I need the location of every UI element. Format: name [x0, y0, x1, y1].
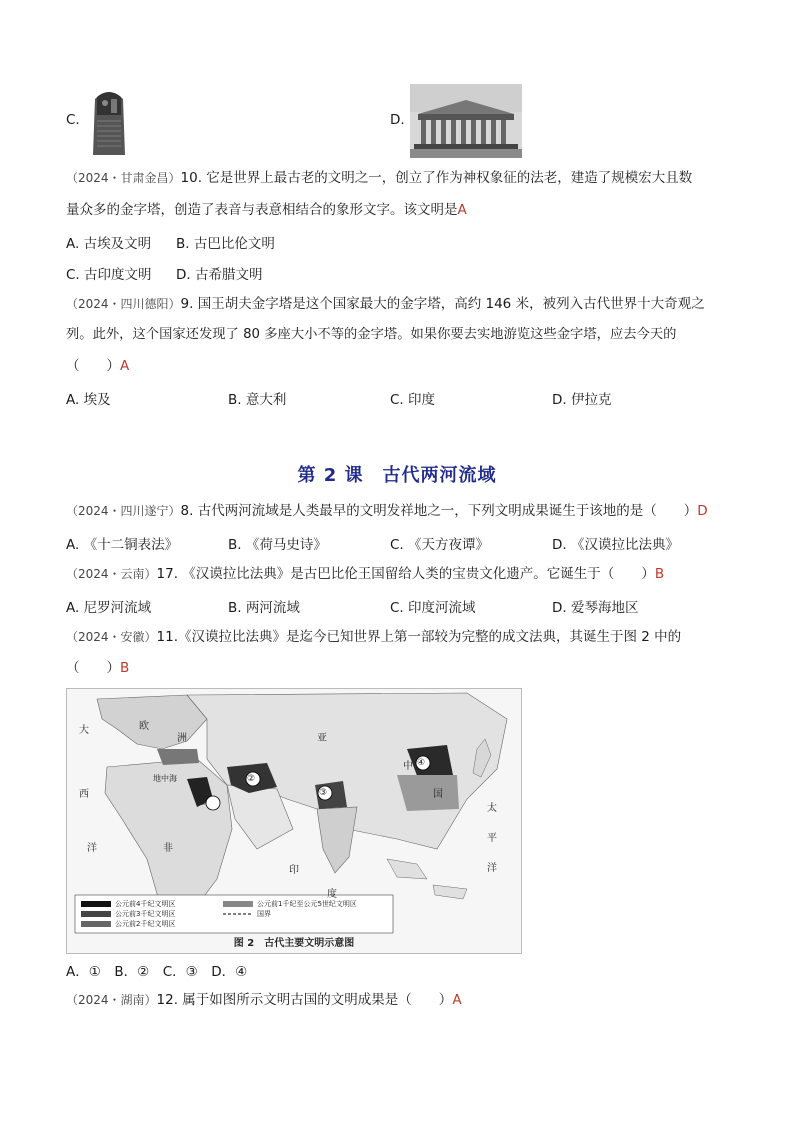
- map-label-tai: 太: [487, 803, 497, 814]
- q10-option-a: A. 古埃及文明: [66, 236, 152, 252]
- option-d-label: D.: [390, 112, 405, 128]
- map-label-du: 度: [327, 889, 337, 900]
- q9-answer: A: [120, 358, 130, 374]
- q9-option-a: A. 埃及: [66, 392, 111, 408]
- q9-option-d: D. 伊拉克: [552, 392, 612, 408]
- q8-option-c: C. 《天方夜谭》: [390, 537, 490, 553]
- map-label-zhou: 洲: [177, 733, 187, 744]
- q11-source: （2024・安徽）: [66, 630, 157, 644]
- map-label-ya: 亚: [317, 733, 327, 744]
- q12-text1: 12. 属于如图所示文明古国的文明成果是（ ）: [156, 992, 453, 1008]
- map-caption: 图 2 古代主要文明示意图: [233, 938, 355, 949]
- section-title: 第 2 课 古代两河流域: [297, 465, 497, 486]
- map-label-yin: 印: [289, 865, 299, 876]
- q9-text3: （ ）: [66, 358, 120, 374]
- stele-icon: [85, 85, 133, 157]
- q9-line1: [66, 294, 705, 314]
- q12-line1: [66, 990, 462, 1010]
- q9-option-c: C. 印度: [390, 392, 436, 408]
- q11-line2: [66, 658, 129, 678]
- parthenon-icon: [410, 84, 522, 158]
- q10-text1: 10. 它是世界上最古老的文明之一，创立了作为神权象征的法老，建造了规模宏大且数: [180, 170, 693, 186]
- marker-2: ②: [247, 774, 256, 784]
- q10-line2: [66, 200, 467, 220]
- legend-item-2: 公元前3千纪文明区: [115, 910, 176, 918]
- q17-option-a: A. 尼罗河流域: [66, 600, 152, 616]
- q11-line1: [66, 627, 681, 647]
- q8-line1: [66, 501, 708, 521]
- legend-item-3: 公元前2千纪文明区: [115, 920, 176, 928]
- q10-source: （2024・甘肃金昌）: [66, 171, 181, 185]
- q10-text2: 量众多的金字塔，创造了表音与表意相结合的象形文字。该文明是: [66, 202, 458, 218]
- q17-text1: 17. 《汉谟拉比法典》是古巴比伦王国留给人类的宝贵文化遗产。它诞生于（ ）: [156, 566, 655, 582]
- q10-option-d: D. 古希腊文明: [176, 267, 263, 283]
- legend-item-4: 公元前1千纪至公元5世纪文明区: [257, 900, 357, 908]
- q11-options: A．① B．② C．③ D．④: [66, 964, 248, 980]
- q17-source: （2024・云南）: [66, 567, 157, 581]
- map-label-yang: 洋: [87, 843, 97, 854]
- q8-option-a: A. 《十二铜表法》: [66, 537, 179, 553]
- q17-option-b: B. 两河流域: [228, 600, 300, 616]
- q12-source: （2024・湖南）: [66, 993, 157, 1007]
- map-label-xi: 西: [79, 789, 89, 800]
- q8-option-b: B. 《荷马史诗》: [228, 537, 327, 553]
- map-label-yang2: 洋: [487, 863, 497, 874]
- q9-text2: 列。此外，这个国家还发现了 80 多座大小不等的金字塔。如果你要去实地游览这些金字塔，应去今天的: [66, 327, 677, 342]
- legend-item-1: 公元前4千纪文明区: [115, 900, 176, 908]
- map-label-da: 大: [79, 725, 89, 736]
- q17-answer: B: [654, 566, 665, 582]
- q12-answer: A: [452, 992, 462, 1008]
- q10-option-b: B. 古巴比伦文明: [176, 236, 275, 252]
- q8-source: （2024・四川遂宁）: [66, 504, 181, 518]
- q10-option-c: C. 古印度文明: [66, 267, 152, 283]
- q17-line1: [66, 564, 664, 584]
- map-label-zhong: 中: [403, 761, 413, 772]
- q11-text2: （ ）: [66, 660, 120, 676]
- marker-3: ③: [319, 788, 328, 798]
- q10-line1: [66, 168, 692, 188]
- q8-answer: D: [697, 503, 708, 519]
- q9-line2: [66, 325, 676, 345]
- q8-option-d: D. 《汉谟拉比法典》: [552, 537, 679, 553]
- map-label-fei: 非: [163, 843, 173, 854]
- marker-1: ①: [199, 798, 208, 808]
- option-c-label: C.: [66, 112, 80, 128]
- map-label-ou: 欧: [139, 721, 149, 732]
- map-label-guo: 国: [433, 789, 443, 800]
- q10-answer: A: [457, 202, 467, 218]
- stele-image: [85, 85, 133, 157]
- ancient-civilizations-map: [66, 688, 522, 954]
- legend-item-5: 国界: [257, 910, 271, 918]
- q17-option-d: D. 爱琴海地区: [552, 600, 639, 616]
- map-label-mediterranean: 地中海: [153, 774, 177, 783]
- marker-4: ④: [417, 758, 426, 768]
- q17-option-c: C. 印度河流域: [390, 600, 476, 616]
- q9-text1: 9. 国王胡夫金字塔是这个国家最大的金字塔，高约 146 米，被列入古代世界十大奇观之: [180, 296, 705, 312]
- q8-text1: 8. 古代两河流域是人类最早的文明发祥地之一，下列文明成果诞生于该地的是（ ）: [180, 503, 698, 519]
- q11-answer: B: [120, 660, 130, 676]
- q11-text1: 11.《汉谟拉比法典》是迄今已知世界上第一部较为完整的成文法典，其诞生于图 2 中的: [156, 629, 682, 645]
- parthenon-image: [410, 84, 522, 158]
- q9-line3: [66, 356, 129, 376]
- q9-option-b: B. 意大利: [228, 392, 287, 408]
- q9-source: （2024・四川德阳）: [66, 297, 181, 311]
- map-label-ping: 平: [487, 833, 497, 844]
